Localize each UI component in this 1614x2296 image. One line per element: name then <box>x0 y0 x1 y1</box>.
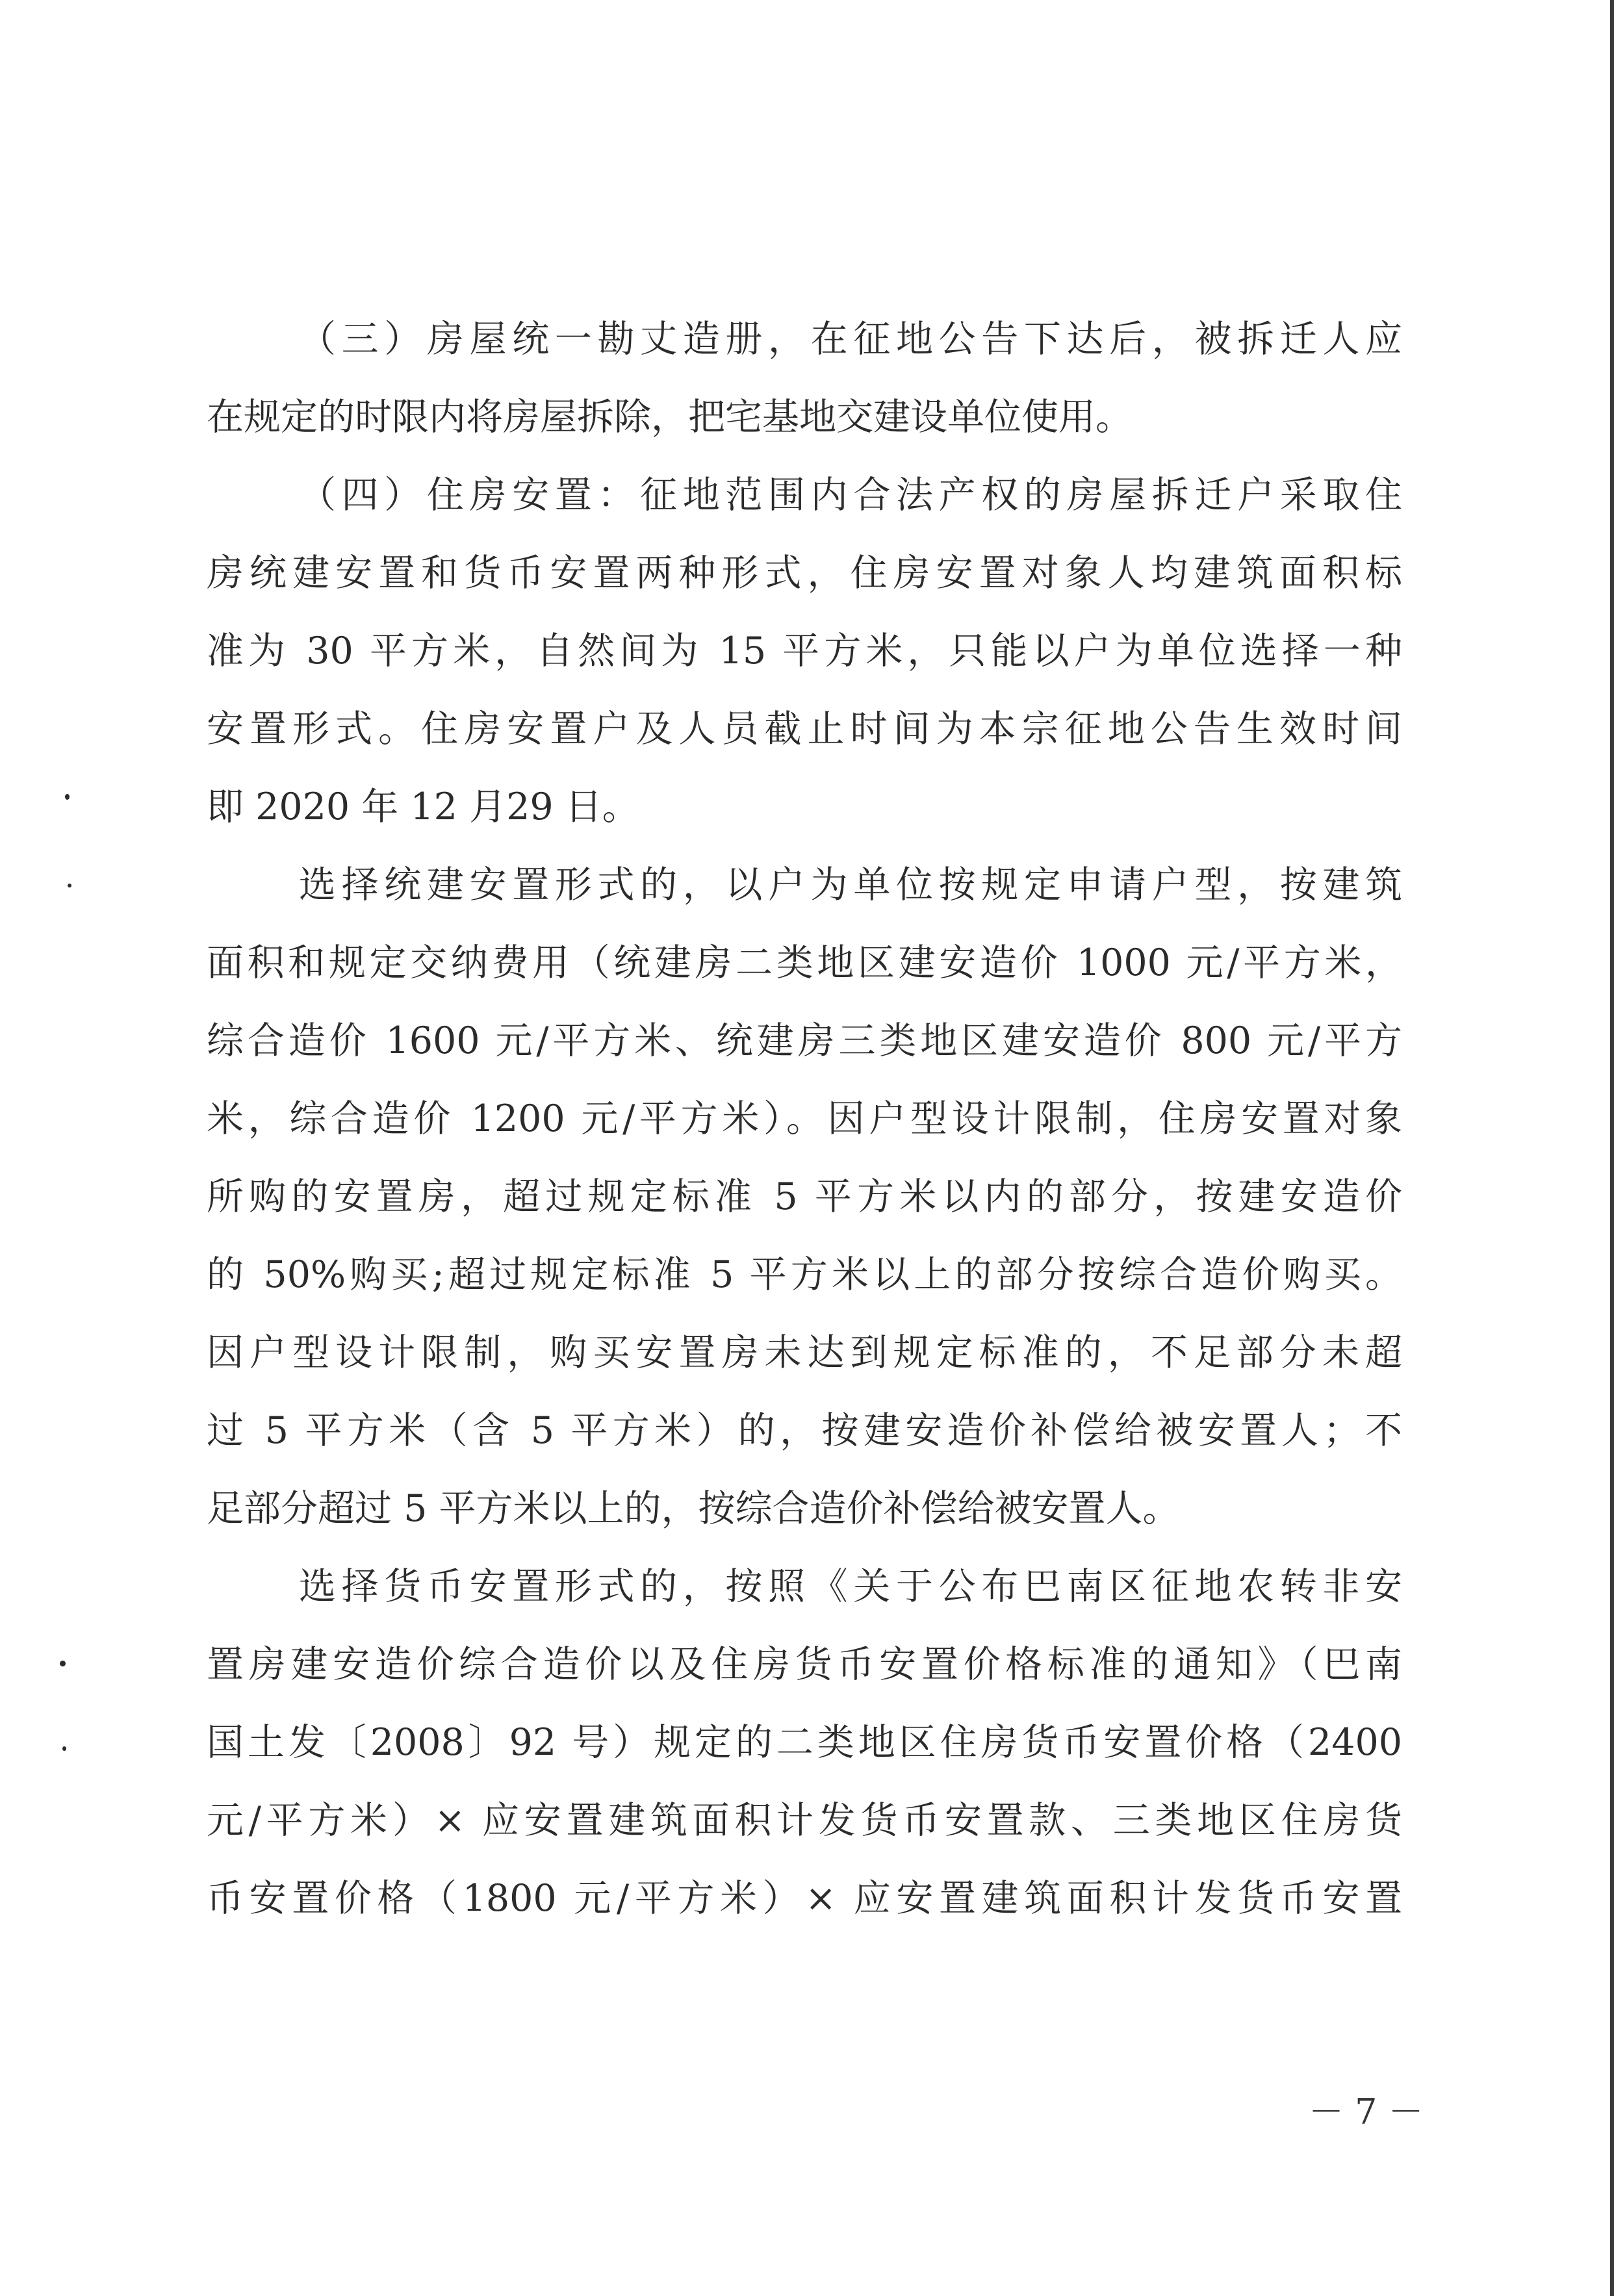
page-border <box>1610 0 1614 2296</box>
text-line: 的 50%购买;超过规定标准 5 平方米以上的部分按综合造价购买。 <box>207 1253 1402 1296</box>
text-line: 面积和规定交纳费用（统建房二类地区建安造价 1000 元/平方米， <box>207 941 1402 984</box>
text-line: 米，综合造价 1200 元/平方米）。因户型设计限制，住房安置对象 <box>207 1097 1402 1140</box>
text-line: （四）住房安置：征地范围内合法产权的房屋拆迁户采取住 <box>299 474 1402 517</box>
paragraph-unified-construction <box>207 846 1402 1548</box>
text-line: 选择统建安置形式的，以户为单位按规定申请户型，按建筑 <box>299 863 1402 906</box>
text-line: 选择货币安置形式的，按照《关于公布巴南区征地农转非安 <box>299 1565 1402 1608</box>
paragraph-demolition <box>207 300 1402 456</box>
text-line: （三）房屋统一勘丈造册，在征地公告下达后，被拆迁人应 <box>299 318 1402 361</box>
paragraph-housing-resettlement <box>207 456 1402 846</box>
text-line: 足部分超过 5 平方米以上的，按综合造价补偿给被安置人。 <box>207 1487 1180 1530</box>
text-line: 因户型设计限制，购买安置房未达到规定标准的，不足部分未超 <box>207 1331 1402 1374</box>
text-line: 准为 30 平方米，自然间为 15 平方米，只能以户为单位选择一种 <box>207 630 1402 672</box>
text-line: 所购的安置房，超过规定标准 5 平方米以内的部分，按建安造价 <box>207 1175 1402 1218</box>
text-line: 综合造价 1600 元/平方米、统建房三类地区建安造价 800 元/平方 <box>207 1019 1402 1062</box>
text-line: 过 5 平方米（含 5 平方米）的，按建安造价补偿给被安置人；不 <box>207 1409 1402 1452</box>
document-body <box>207 300 1402 1937</box>
text-line: 安置形式。住房安置户及人员截止时间为本宗征地公告生效时间 <box>207 708 1402 750</box>
text-line: 国土发〔2008〕92 号）规定的二类地区住房货币安置价格（2400 <box>207 1721 1402 1764</box>
scan-speck <box>62 1746 66 1751</box>
text-line: 房统建安置和货币安置两种形式，住房安置对象人均建筑面积标 <box>207 552 1402 594</box>
scan-speck <box>65 794 70 800</box>
text-line: 在规定的时限内将房屋拆除，把宅基地交建设单位使用。 <box>207 396 1133 439</box>
text-line: 币安置价格（1800 元/平方米）× 应安置建筑面积计发货币安置 <box>207 1877 1402 1920</box>
text-line: 置房建安造价综合造价以及住房货币安置价格标准的通知》（巴南 <box>207 1643 1402 1686</box>
paragraph-monetary-resettlement <box>207 1548 1402 1937</box>
scan-speck <box>68 884 71 887</box>
page-number: － 7 － <box>1309 2091 1424 2132</box>
text-line: 即 2020 年 12 月29 日。 <box>207 785 639 828</box>
scan-speck <box>60 1661 66 1666</box>
text-line: 元/平方米）× 应安置建筑面积计发货币安置款、三类地区住房货 <box>207 1799 1402 1842</box>
